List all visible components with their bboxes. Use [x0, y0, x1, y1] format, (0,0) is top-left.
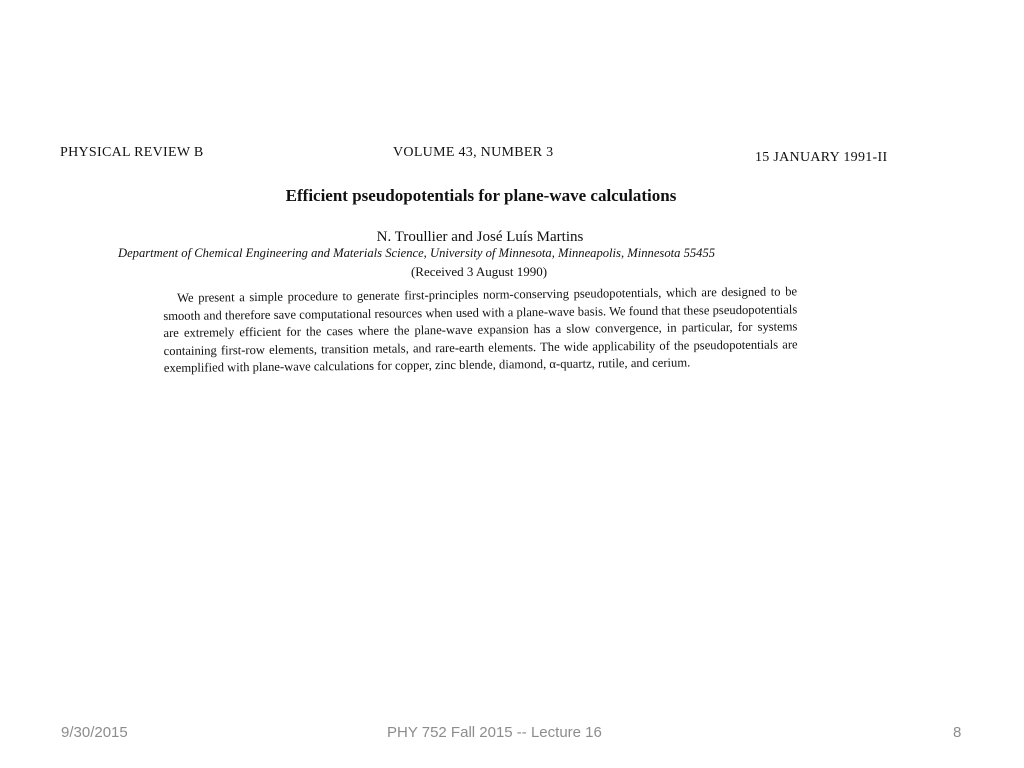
received-date: (Received 3 August 1990): [410, 264, 548, 279]
slide-footer-course: PHY 752 Fall 2015 -- Lecture 16: [387, 724, 602, 741]
slide-page-number: 8: [953, 724, 962, 741]
paper-authors: N. Troullier and José Luís Martins: [376, 229, 584, 245]
slide-footer-date: 9/30/2015: [61, 724, 128, 741]
issue-date: 15 JANUARY 1991-II: [755, 150, 888, 165]
journal-name: PHYSICAL REVIEW B: [60, 145, 204, 160]
author-affiliation: Department of Chemical Engineering and Materials Science, University of Minnesota, Minneapolis, Minnesota 55455: [118, 246, 716, 260]
volume-number: VOLUME 43, NUMBER 3: [393, 145, 554, 160]
paper-abstract: We present a simple procedure to generate first-principles norm-conserving pseudopotentials, which are designed to be smooth and therefore save computational resources when used with a plane-wave basis. We found that these pseudopotentials are extremely efficient for the cases where the plane-wave expansion has a slow convergence, in particular, for systems containing first-row elements, transition metals, and rare-earth elements. The wide applicability of the pseudopotentials are exemplified with plane-wave calculations for copper, zinc blende, diamond, α-quartz, rutile, and cerium.: [163, 284, 798, 376]
paper-title: Efficient pseudopotentials for plane-wave calculations: [285, 186, 677, 205]
